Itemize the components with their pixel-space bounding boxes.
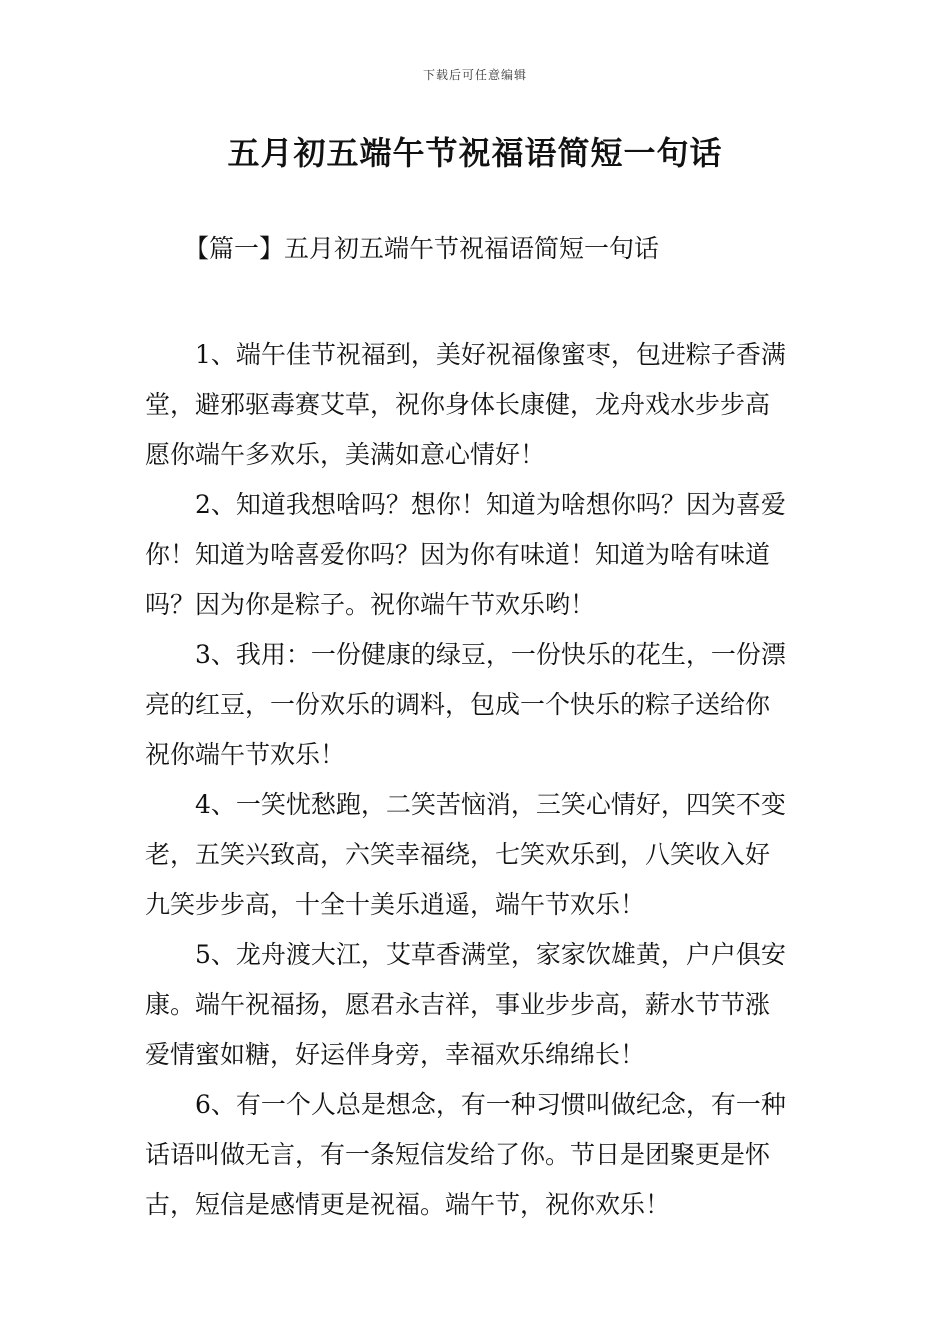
blessing-item-5 [145,930,807,1080]
blessing-line: 话语叫做无言，有一条短信发给了你。节日是团聚更是怀 [145,1140,771,1169]
blessing-line: 2、知道我想啥吗？想你！知道为啥想你吗？因为喜爱 [195,490,786,519]
blessing-line: 祝你端午节欢乐！ [145,740,346,769]
blessing-line: 康。端午祝福扬，愿君永吉祥，事业步步高，薪水节节涨 [145,990,771,1019]
blessing-item-6 [145,1080,807,1230]
blessing-line: 亮的红豆，一份欢乐的调料，包成一个快乐的粽子送给你 [145,690,771,719]
blessing-line: 1、端午佳节祝福到，美好祝福像蜜枣，包进粽子香满 [195,340,786,369]
blessing-line: 愿你端午多欢乐，美满如意心情好！ [145,440,546,469]
blessing-item-2 [145,480,807,630]
blessing-list [145,330,807,1230]
blessing-line: 堂，避邪驱毒赛艾草，祝你身体长康健，龙舟戏水步步高 [145,390,771,419]
blessing-item-3 [145,630,807,780]
blessing-line: 吗？因为你是粽子。祝你端午节欢乐哟！ [145,590,596,619]
blessing-line: 古，短信是感情更是祝福。端午节，祝你欢乐！ [145,1190,671,1219]
blessing-line: 爱情蜜如糖，好运伴身旁，幸福欢乐绵绵长！ [145,1040,646,1069]
section-heading: 【篇一】五月初五端午节祝福语简短一句话 [184,234,660,263]
document-title: 五月初五端午节祝福语简短一句话 [227,134,723,172]
blessing-line: 5、龙舟渡大江，艾草香满堂，家家饮雄黄，户户俱安 [195,940,786,969]
blessing-line: 老，五笑兴致高，六笑幸福绕，七笑欢乐到，八笑收入好 [145,840,771,869]
blessing-line: 6、有一个人总是想念，有一种习惯叫做纪念，有一种 [195,1090,786,1119]
blessing-line: 你！知道为啥喜爱你吗？因为你有味道！知道为啥有味道 [145,540,771,569]
blessing-line: 4、一笑忧愁跑，二笑苦恼消，三笑心情好，四笑不变 [195,790,786,819]
blessing-line: 3、我用：一份健康的绿豆，一份快乐的花生，一份漂 [195,640,786,669]
blessing-item-4 [145,780,807,930]
header-note: 下载后可任意编辑 [422,68,527,82]
blessing-line: 九笑步步高，十全十美乐逍遥，端午节欢乐！ [145,890,646,919]
blessing-item-1 [145,330,807,480]
